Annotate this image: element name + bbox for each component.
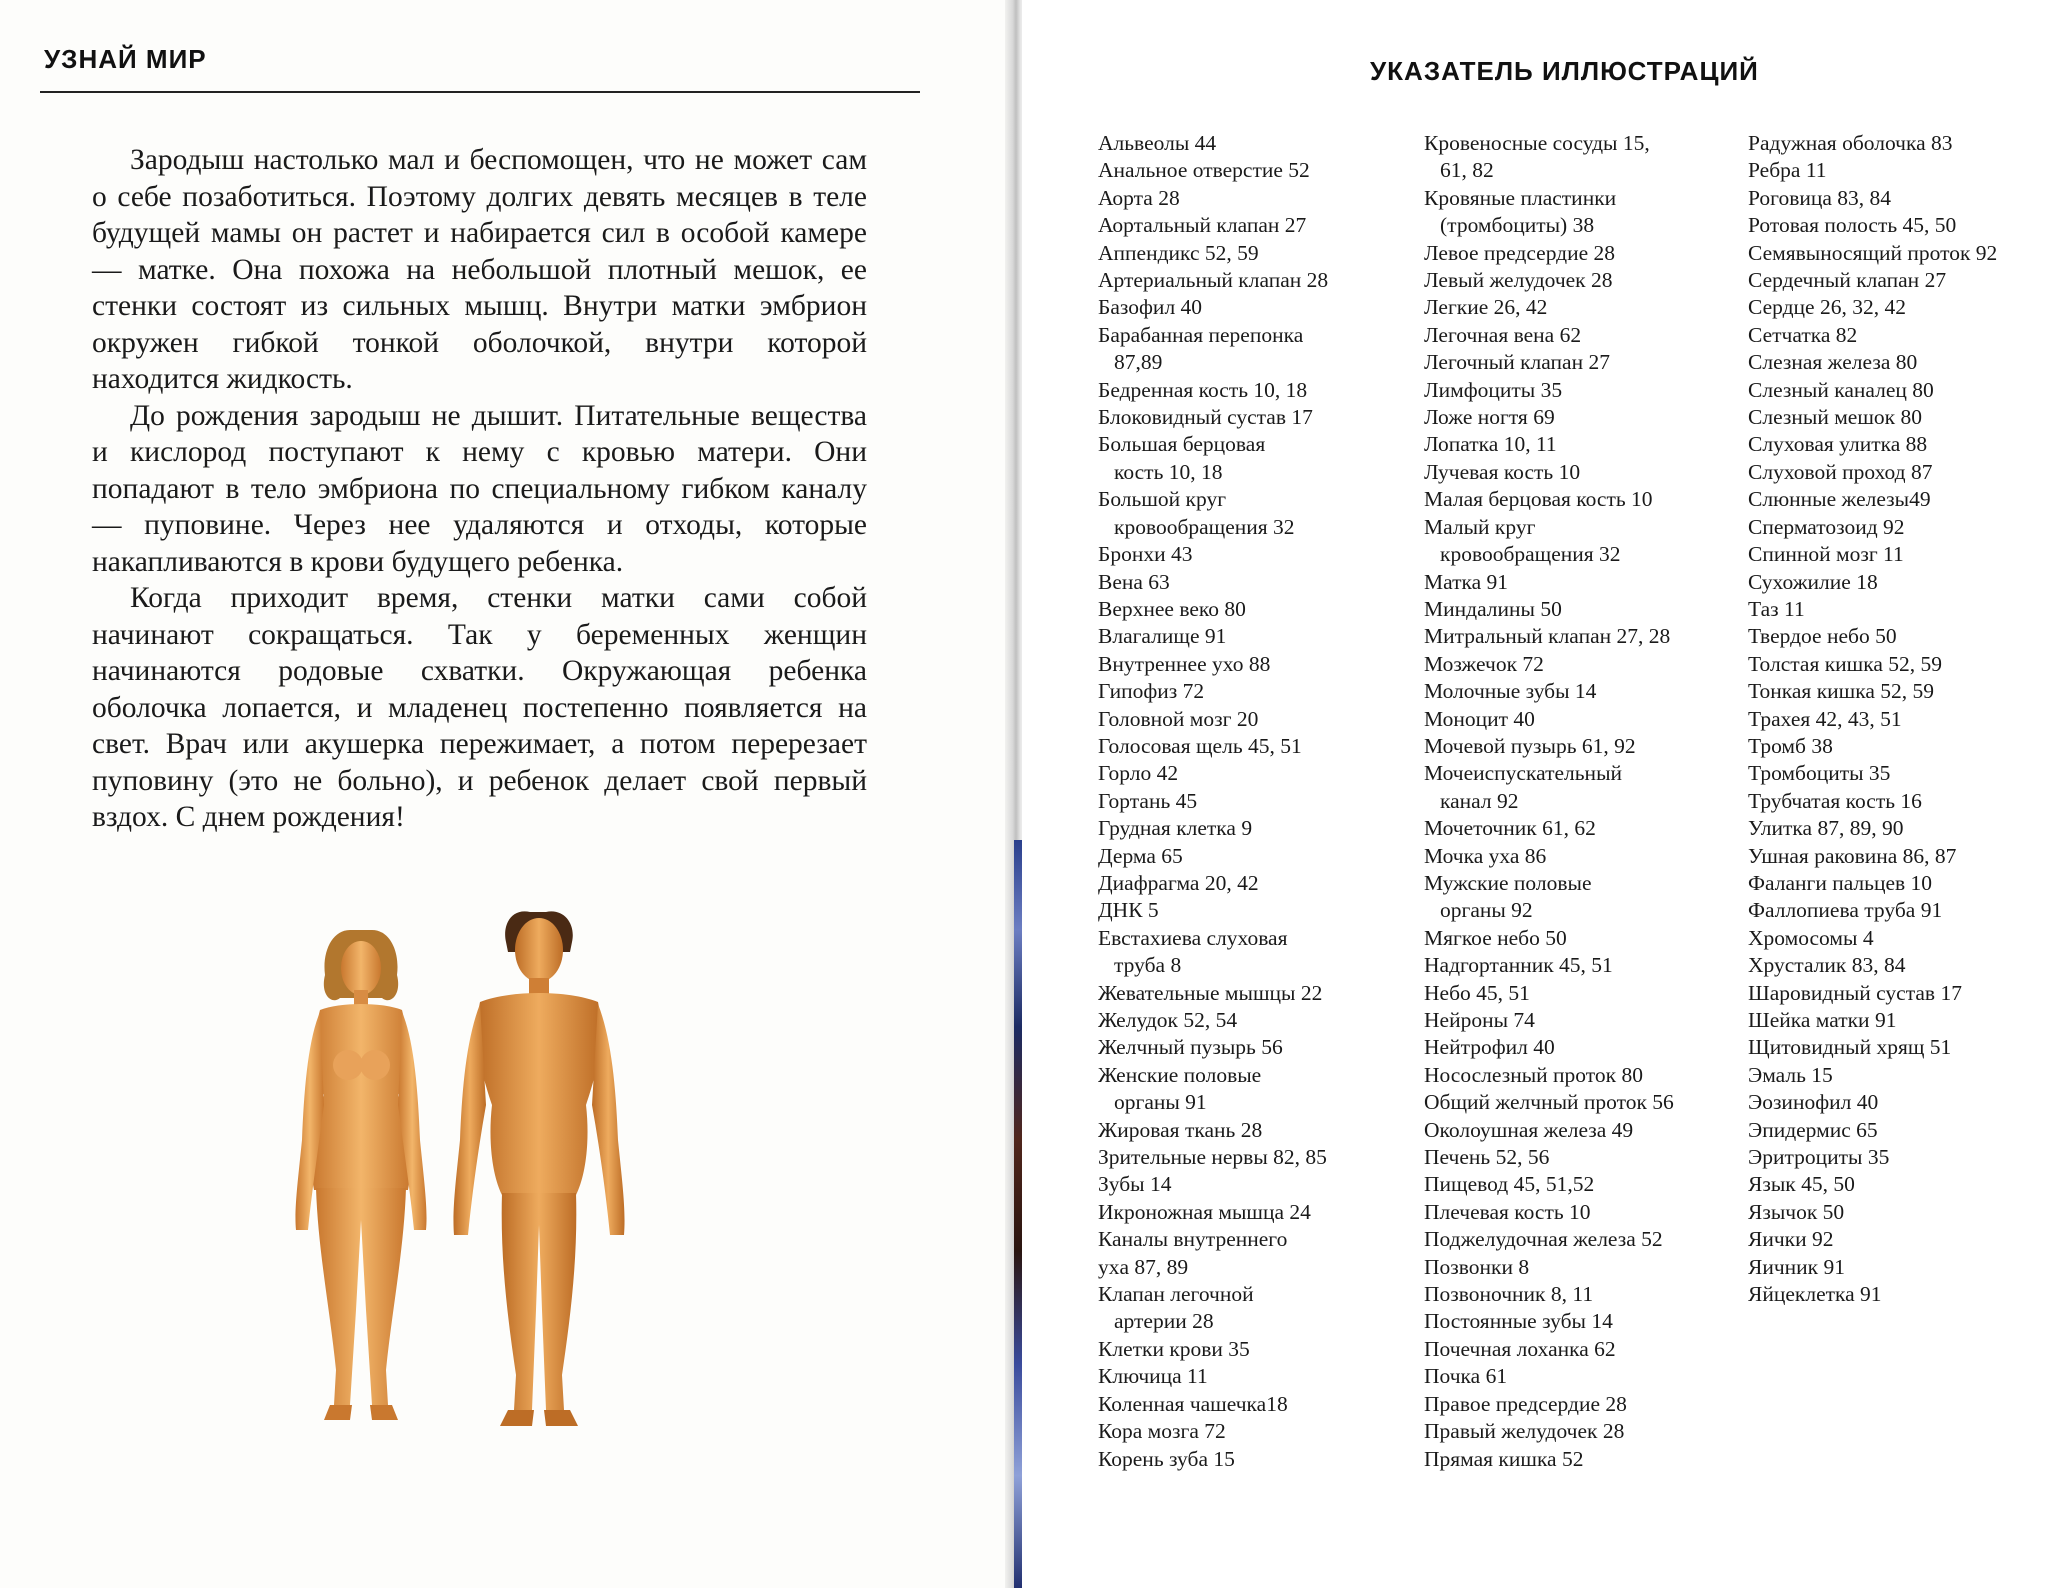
index-entry: Жевательные мышцы 22	[1098, 980, 1323, 1005]
index-entry: Семявыносящий проток 92	[1748, 240, 1998, 265]
index-title: УКАЗАТЕЛЬ ИЛЛЮСТРАЦИЙ	[1370, 56, 1759, 86]
paragraph-2: До рождения зародыш не дышит. Питательные вещества и кислород поступают к нему с кровью матери. Они попадают в тело эмбриона по специальному гибком каналу — пуповине. Через нее удаляются и отходы, которые накапливаются в крови будущего ребенка.	[92, 399, 867, 578]
index-entry: Язык 45, 50	[1748, 1172, 1855, 1197]
index-entry: Влагалище 91	[1098, 624, 1227, 649]
index-column-3	[1748, 130, 1997, 1308]
paragraph-3: Когда приходит время, стенки матки сами собой начинают сокращаться. Так у беременных женщин начинаются родовые схватки. Окружающая ребенка оболочка лопается, и младенец постепенно появляется на свет. Врач или акушерка пережимает, а потом перерезает пуповину (это не больно), и ребенок делает свой первый вздох. С днем рождения!	[92, 582, 867, 833]
index-entry: Гипофиз 72	[1098, 679, 1205, 704]
index-entry: Прямая кишка 52	[1424, 1446, 1584, 1471]
left-page	[0, 0, 1010, 1588]
index-entry: Слезный мешок 80	[1748, 405, 1922, 430]
index-entry: Верхнее веко 80	[1098, 596, 1246, 621]
index-entry: Левое предсердие 28	[1424, 240, 1616, 265]
index-entry: Лимфоциты 35	[1424, 377, 1563, 402]
index-entry: Ложе ногтя 69	[1424, 405, 1555, 430]
index-entry: Большая берцовая	[1098, 432, 1266, 457]
index-entry: Базофил 40	[1098, 295, 1203, 320]
male-figure	[453, 911, 624, 1426]
index-entry: 61, 82	[1440, 158, 1494, 183]
index-entry: Мочевой пузырь 61, 92	[1424, 733, 1636, 758]
index-entry: Аорта 28	[1098, 185, 1180, 210]
index-entry: Небо 45, 51	[1424, 980, 1530, 1005]
index-entry: Носослезный проток 80	[1424, 1062, 1643, 1087]
index-entry: Зубы 14	[1098, 1172, 1172, 1197]
index-entry: Моноцит 40	[1424, 706, 1535, 731]
index-entry: канал 92	[1440, 788, 1519, 813]
index-entry: Бедренная кость 10, 18	[1098, 377, 1308, 402]
index-entry: Эозинофил 40	[1748, 1090, 1879, 1115]
index-entry: Грудная клетка 9	[1098, 816, 1253, 841]
index-entry: Шаровидный сустав 17	[1748, 980, 1962, 1005]
index-entry: Бронхи 43	[1098, 542, 1193, 567]
index-entry: Слезная железа 80	[1748, 350, 1918, 375]
index-entry: Эритроциты 35	[1748, 1145, 1890, 1170]
index-entry: Артериальный клапан 28	[1098, 268, 1329, 293]
index-entry: Миндалины 50	[1424, 596, 1562, 621]
index-entry: Хрусталик 83, 84	[1748, 953, 1906, 978]
index-entry: Блоковидный сустав 17	[1098, 405, 1313, 430]
index-entry: Правый желудочек 28	[1424, 1419, 1625, 1444]
index-entry: Барабанная перепонка	[1098, 322, 1304, 347]
index-entry: Икроножная мышца 24	[1098, 1199, 1311, 1224]
index-entry: Клапан легочной	[1098, 1282, 1254, 1307]
index-entry: Мягкое небо 50	[1424, 925, 1567, 950]
index-entry: Печень 52, 56	[1424, 1145, 1550, 1170]
index-entry: Зрительные нервы 82, 85	[1098, 1145, 1327, 1170]
index-entry: Голосовая щель 45, 51	[1098, 733, 1302, 758]
index-entry: Радужная оболочка 83	[1748, 131, 1953, 155]
index-entry: Головной мозг 20	[1098, 706, 1259, 731]
human-figures-illustration	[280, 890, 700, 1460]
index-entry: Легкие 26, 42	[1424, 295, 1548, 320]
index-entry: Ротовая полость 45, 50	[1748, 213, 1957, 238]
index-entry: труба 8	[1114, 953, 1182, 978]
index-entry: Коленная чашечка18	[1098, 1391, 1288, 1416]
index-entry: Кора мозга 72	[1098, 1419, 1226, 1444]
index-entry: Дерма 65	[1098, 843, 1183, 868]
index-entry: Лопатка 10, 11	[1424, 432, 1557, 457]
index-entry: Ушная раковина 86, 87	[1748, 843, 1957, 868]
index-entry: Общий желчный проток 56	[1424, 1090, 1674, 1115]
index-entry: Аортальный клапан 27	[1098, 213, 1307, 238]
index-entry: кровообращения 32	[1114, 514, 1295, 539]
index-entry: Яйцеклетка 91	[1748, 1282, 1882, 1307]
index-entry: Желудок 52, 54	[1098, 1008, 1238, 1032]
index-entry: кость 10, 18	[1114, 459, 1223, 484]
header-rule	[40, 91, 920, 93]
index-entry: Диафрагма 20, 42	[1098, 870, 1259, 895]
index-entry: Нейтрофил 40	[1424, 1035, 1555, 1060]
index-entry: Фаланги пальцев 10	[1748, 870, 1933, 895]
index-entry: Мочка уха 86	[1424, 843, 1547, 868]
index-entry: Слезный каналец 80	[1748, 377, 1934, 402]
index-entry: Корень зуба 15	[1098, 1446, 1235, 1471]
index-entry: Кровяные пластинки	[1424, 185, 1617, 210]
index-entry: Позвонки 8	[1424, 1254, 1530, 1279]
index-entry: Горло 42	[1098, 761, 1179, 786]
index-entry: Трахея 42, 43, 51	[1748, 706, 1902, 731]
index-column-2	[1424, 130, 1674, 1473]
index-entry: Гортань 45	[1098, 788, 1198, 813]
index-entry: 87,89	[1114, 350, 1163, 375]
index-entry: Слуховой проход 87	[1748, 459, 1933, 484]
index-entry: Левый желудочек 28	[1424, 268, 1613, 293]
index-entry: Лучевая кость 10	[1424, 459, 1581, 484]
index-entry: Желчный пузырь 56	[1098, 1035, 1283, 1060]
index-entry: Околоушная железа 49	[1424, 1117, 1634, 1142]
index-entry: Молочные зубы 14	[1424, 679, 1597, 704]
index-entry: Малый круг	[1424, 514, 1536, 539]
index-entry: ДНК 5	[1098, 898, 1159, 923]
index-entry: Твердое небо 50	[1748, 624, 1897, 649]
index-entry: Язычок 50	[1748, 1199, 1845, 1224]
index-entry: Тромбоциты 35	[1748, 761, 1891, 786]
index-entry: Трубчатая кость 16	[1748, 788, 1922, 813]
index-entry: Сетчатка 82	[1748, 322, 1858, 347]
index-entry: Большой круг	[1098, 487, 1227, 512]
index-entry: Вена 63	[1098, 569, 1170, 594]
index-entry: Тонкая кишка 52, 59	[1748, 679, 1934, 704]
index-entry: Анальное отверстие 52	[1098, 158, 1310, 183]
index-entry: Пищевод 45, 51,52	[1424, 1172, 1595, 1197]
index-entry: Яичник 91	[1748, 1254, 1845, 1279]
index-entry: Внутреннее ухо 88	[1098, 651, 1271, 676]
index-entry: Сперматозоид 92	[1748, 514, 1905, 539]
index-entry: Почечная лоханка 62	[1424, 1336, 1616, 1361]
index-entry: Мужские половые	[1424, 870, 1592, 895]
index-entry: Поджелудочная железа 52	[1424, 1227, 1663, 1252]
index-entry: Тромб 38	[1748, 733, 1833, 758]
index-entry: Сухожилие 18	[1748, 569, 1878, 594]
index-entry: Эпидермис 65	[1748, 1117, 1878, 1142]
female-figure	[295, 930, 426, 1420]
index-entry: Мочеточник 61, 62	[1424, 816, 1596, 841]
index-entry: (тромбоциты) 38	[1440, 213, 1595, 238]
index-entry: Женские половые	[1098, 1062, 1262, 1087]
running-head: УЗНАЙ МИР	[44, 44, 207, 74]
index-entry: Каналы внутреннего	[1098, 1227, 1288, 1252]
index-entry: артерии 28	[1114, 1309, 1214, 1334]
paragraph-1: Зародыш настолько мал и беспомощен, что не может сам о себе позаботиться. Поэтому долгих девять месяцев в теле будущей мамы он растет и набирается сил в особой камере — матке. Она похожа на небольшой плотный мешок, ее стенки состоят из сильных мышц. Внутри матки эмбрион окружен гибкой тонкой оболочкой, внутри которой находится жидкость.	[92, 144, 867, 395]
index-entry: Легочная вена 62	[1424, 322, 1582, 347]
index-entry: Почка 61	[1424, 1364, 1508, 1389]
index-entry: Таз 11	[1748, 596, 1805, 621]
index-entry: Мозжечок 72	[1424, 651, 1544, 676]
index-entry: Ребра 11	[1748, 158, 1827, 183]
index-entry: Фаллопиева труба 91	[1748, 898, 1943, 923]
index-entry: Спинной мозг 11	[1748, 542, 1904, 567]
index-entry: Шейка матки 91	[1748, 1008, 1897, 1032]
index-entry: Толстая кишка 52, 59	[1748, 651, 1943, 676]
index-entry: Ключица 11	[1098, 1364, 1208, 1389]
index-entry: Сердечный клапан 27	[1748, 268, 1947, 293]
index-entry: Евстахиева слуховая	[1098, 925, 1288, 950]
index-column-1	[1098, 130, 1328, 1473]
index-entry: Слуховая улитка 88	[1748, 432, 1928, 457]
index-entry: Щитовидный хрящ 51	[1748, 1035, 1952, 1060]
index-entry: кровообращения 32	[1440, 542, 1621, 567]
index-entry: Мочеиспускательный	[1424, 761, 1623, 786]
index-entry: Позвоночник 8, 11	[1424, 1282, 1594, 1307]
index-entry: Слюнные железы49	[1748, 487, 1931, 512]
index-entry: Правое предсердие 28	[1424, 1391, 1627, 1416]
index-entry: Плечевая кость 10	[1424, 1199, 1591, 1224]
index-entry: Роговица 83, 84	[1748, 185, 1892, 210]
index-entry: Эмаль 15	[1748, 1062, 1833, 1087]
index-entry: Хромосомы 4	[1748, 925, 1874, 950]
index-entry: Аппендикс 52, 59	[1098, 240, 1259, 265]
index-entry: органы 92	[1440, 898, 1533, 923]
index-entry: Митральный клапан 27, 28	[1424, 624, 1671, 649]
index-entry: Альвеолы 44	[1098, 131, 1217, 155]
index-entry: ухa 87, 89	[1098, 1254, 1189, 1279]
index-entry: Малая берцовая кость 10	[1424, 487, 1653, 512]
index-entry: Надгортанник 45, 51	[1424, 953, 1613, 978]
index-entry: Клетки крови 35	[1098, 1336, 1250, 1361]
index-entry: Нейроны 74	[1424, 1008, 1535, 1032]
index-entry: Жировая ткань 28	[1098, 1117, 1263, 1142]
index-entry: Постоянные зубы 14	[1424, 1309, 1613, 1334]
index-entry: Кровеносные сосуды 15,	[1424, 131, 1650, 155]
index-entry: Легочный клапан 27	[1424, 350, 1610, 375]
body-text	[92, 142, 867, 836]
index-entry: Яички 92	[1748, 1227, 1834, 1252]
index-entry: Сердце 26, 32, 42	[1748, 295, 1906, 320]
index-entry: Матка 91	[1424, 569, 1509, 594]
index-entry: органы 91	[1114, 1090, 1207, 1115]
index-entry: Улитка 87, 89, 90	[1748, 816, 1904, 841]
